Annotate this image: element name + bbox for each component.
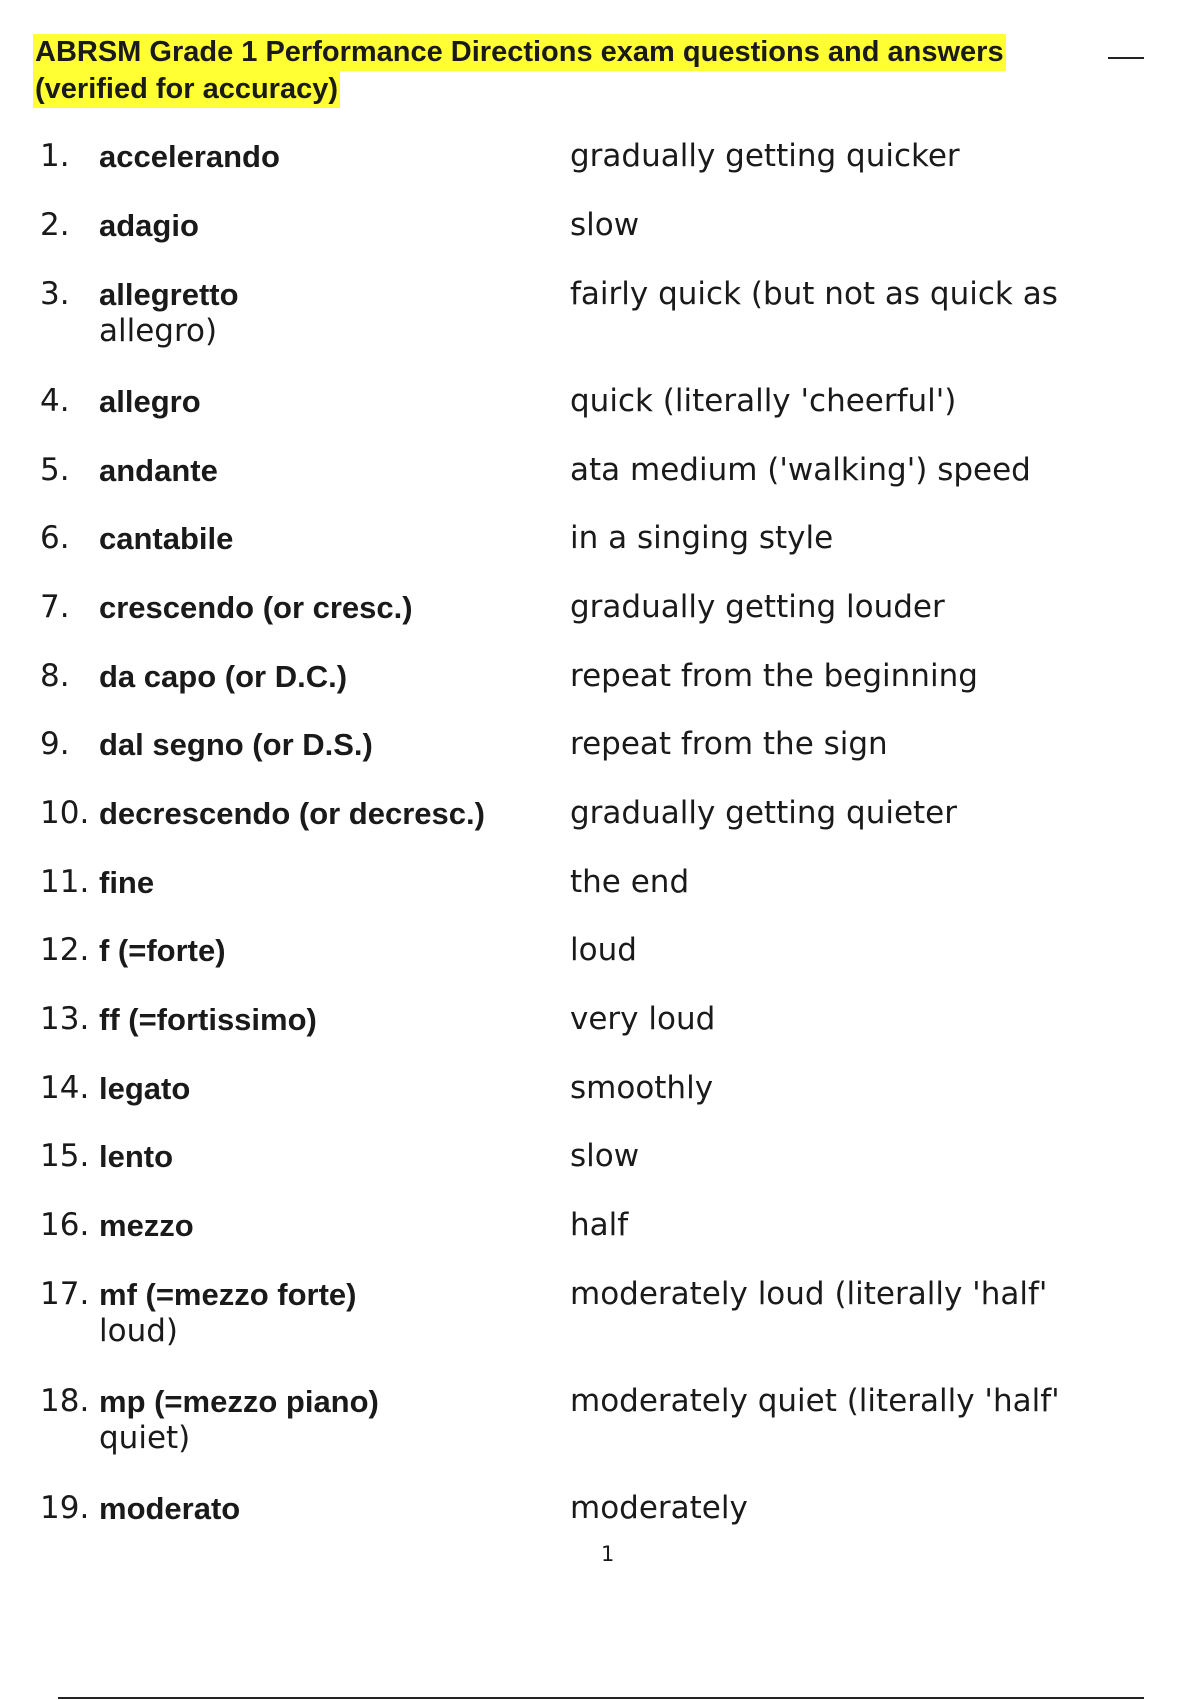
item-number: 7. [40, 589, 70, 625]
item-term: allegro [99, 384, 201, 419]
item-definition: slow [570, 1138, 640, 1174]
item-number: 19. [40, 1490, 90, 1526]
title-line-2: (verified for accuracy) [33, 71, 340, 108]
item-term: accelerando [99, 139, 280, 174]
item-definition: slow [570, 207, 640, 243]
item-number: 11. [40, 864, 90, 900]
item-term: andante [99, 453, 218, 488]
item-term: lento [99, 1139, 174, 1174]
item-number: 9. [40, 726, 70, 762]
item-definition: moderately loud (literally 'half' [570, 1276, 1048, 1312]
item-term: allegretto [99, 277, 239, 312]
item-term: cantabile [99, 521, 234, 556]
item-term: fine [99, 865, 155, 900]
item-term: crescendo (or cresc.) [99, 590, 413, 625]
item-definition: very loud [570, 1001, 716, 1037]
item-definition: smoothly [570, 1070, 714, 1106]
item-definition: fairly quick (but not as quick as [570, 276, 1058, 312]
item-number: 12. [40, 932, 90, 968]
item-term: ff (=fortissimo) [99, 1002, 317, 1037]
item-number: 16. [40, 1207, 90, 1243]
item-term: legato [99, 1071, 191, 1106]
footer-rule [58, 1697, 1144, 1699]
item-number: 18. [40, 1383, 90, 1419]
item-number: 10. [40, 795, 90, 831]
item-definition: quick (literally 'cheerful') [570, 383, 957, 419]
item-number: 5. [40, 452, 70, 488]
title-line-1: ABRSM Grade 1 Performance Directions exam questions and answers [33, 34, 1006, 71]
item-definition: gradually getting quicker [570, 138, 960, 174]
item-number: 8. [40, 658, 70, 694]
item-term: decrescendo (or decresc.) [99, 796, 485, 831]
item-term-continuation: allegro) [99, 313, 218, 349]
item-number: 14. [40, 1070, 90, 1106]
item-definition: repeat from the sign [570, 726, 888, 762]
title-rule [1108, 57, 1144, 59]
item-term: mezzo [99, 1208, 194, 1243]
item-term-continuation: loud) [99, 1313, 178, 1349]
item-definition: half [570, 1207, 629, 1243]
item-number: 2. [40, 207, 70, 243]
item-definition: the end [570, 864, 690, 900]
item-term: mp (=mezzo piano) [99, 1384, 379, 1419]
item-definition: moderately quiet (literally 'half' [570, 1383, 1060, 1419]
item-definition: in a singing style [570, 520, 834, 556]
item-term: adagio [99, 208, 199, 243]
item-term: dal segno (or D.S.) [99, 727, 373, 762]
item-number: 6. [40, 520, 70, 556]
item-definition: loud [570, 932, 637, 968]
item-term: da capo (or D.C.) [99, 659, 348, 694]
item-number: 17. [40, 1276, 90, 1312]
item-definition: gradually getting louder [570, 589, 945, 625]
item-number: 13. [40, 1001, 90, 1037]
item-number: 15. [40, 1138, 90, 1174]
item-number: 4. [40, 383, 70, 419]
item-definition: ata medium ('walking') speed [570, 452, 1031, 488]
item-number: 1. [40, 138, 70, 174]
item-term: moderato [99, 1491, 241, 1526]
item-definition: gradually getting quieter [570, 795, 958, 831]
item-definition: repeat from the beginning [570, 658, 978, 694]
item-term: f (=forte) [99, 933, 226, 968]
item-definition: moderately [570, 1490, 748, 1526]
page-number: 1 [601, 1542, 615, 1566]
item-number: 3. [40, 276, 70, 312]
document-title [33, 34, 1153, 108]
item-term-continuation: quiet) [99, 1420, 191, 1456]
item-term: mf (=mezzo forte) [99, 1277, 357, 1312]
